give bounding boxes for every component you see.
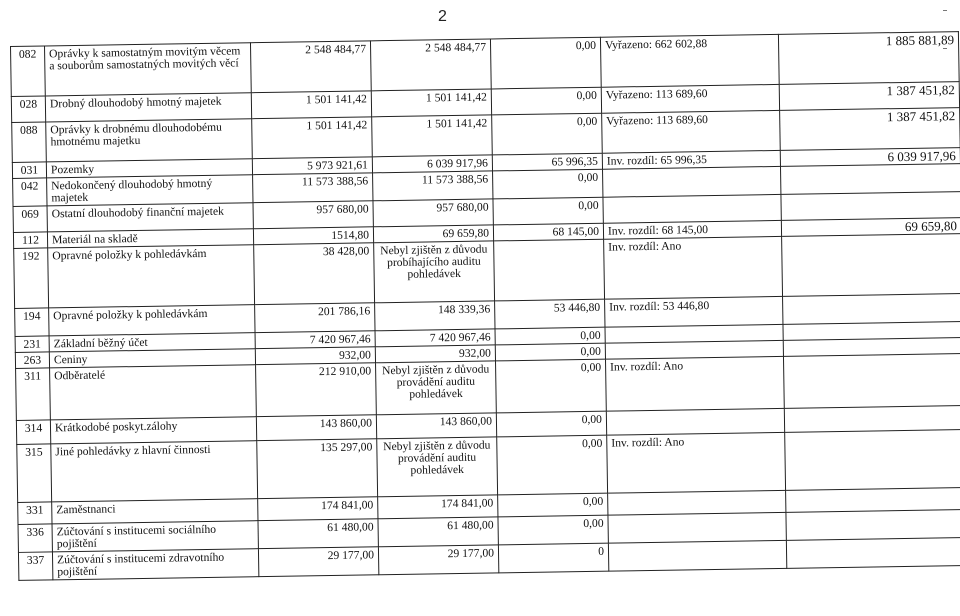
- actual-value: 11 573 388,56: [373, 171, 493, 201]
- book-value: 201 786,16: [255, 303, 375, 333]
- book-value: 1 501 141,42: [252, 117, 373, 159]
- note: [603, 166, 781, 197]
- book-value: 135 297,00: [257, 439, 378, 499]
- book-value: 11 573 388,56: [253, 173, 373, 203]
- final-value: [785, 430, 960, 491]
- account-number: 088: [12, 122, 47, 163]
- book-value: 5 973 921,61: [252, 157, 372, 175]
- difference-value: 0,00: [493, 197, 603, 225]
- final-value: [783, 354, 960, 409]
- note: Inv. rozdíl: Ano: [607, 432, 786, 493]
- account-number: 311: [16, 368, 51, 421]
- account-name: Zúčtování s institucemi sociálního pojištění: [52, 521, 258, 552]
- final-value: [783, 294, 960, 325]
- difference-value: 68 145,00: [493, 223, 603, 241]
- account-name: Odběratelé: [50, 365, 257, 420]
- account-number: 028: [11, 96, 45, 123]
- scan-mark: [943, 10, 947, 11]
- account-number: 069: [13, 206, 47, 233]
- note: Inv. rozdíl: Ano: [605, 356, 784, 411]
- final-value: [781, 192, 960, 221]
- account-number: 112: [13, 232, 47, 249]
- account-number: 263: [15, 352, 49, 369]
- final-value: 69 659,80: [781, 218, 960, 237]
- actual-value: 29 177,00: [378, 545, 498, 575]
- account-name: Ceniny: [49, 349, 255, 368]
- final-value: [786, 488, 960, 513]
- account-number: 337: [18, 552, 52, 581]
- difference-value: 0,00: [490, 37, 601, 89]
- account-name: Opravné položky k pohledávkám: [49, 305, 255, 336]
- account-name: Pozemky: [46, 159, 252, 178]
- difference-value: [494, 239, 605, 301]
- final-value: [786, 538, 960, 569]
- difference-value: 0,00: [496, 359, 607, 413]
- account-name: Zaměstnanci: [52, 499, 258, 524]
- difference-value: 0,00: [492, 113, 603, 155]
- book-value: 38 428,00: [254, 243, 375, 305]
- final-value: [782, 234, 960, 297]
- difference-value: 0,00: [498, 493, 608, 517]
- final-value: [780, 164, 960, 195]
- account-name: Oprávky k drobnému dlouhodobému hmotnému majetku: [46, 119, 253, 162]
- account-number: 042: [13, 178, 47, 207]
- actual-value: 932,00: [375, 345, 495, 363]
- account-name: Nedokončený dlouhodobý hmotný majetek: [47, 175, 253, 206]
- account-name: Oprávky k samostatným movitým věcem a souborům samostatných movitých věcí: [45, 43, 252, 96]
- book-value: 143 860,00: [256, 415, 376, 441]
- book-value: 957 680,00: [253, 201, 373, 229]
- account-name: Jiné pohledávky z hlavní činnosti: [51, 441, 258, 502]
- difference-value: 0,00: [495, 343, 605, 361]
- actual-value: 2 548 484,77: [370, 39, 491, 91]
- difference-value: 53 446,80: [495, 299, 605, 329]
- actual-value: 174 841,00: [378, 495, 498, 519]
- final-value: 1 885 881,89: [778, 32, 959, 85]
- account-number: 194: [15, 308, 49, 337]
- account-name: Ostatní dlouhodobý finanční majetek: [47, 203, 253, 232]
- inventory-sheet: [10, 31, 960, 614]
- account-number: 331: [18, 502, 52, 525]
- account-number: 314: [16, 420, 50, 445]
- actual-value: 6 039 917,96: [372, 155, 492, 173]
- note: Inv. rozdíl: 68 145,00: [603, 220, 781, 239]
- book-value: 1514,80: [253, 227, 373, 245]
- difference-value: 0,00: [495, 327, 605, 345]
- account-name: Krátkodobé poskyt.zálohy: [50, 417, 256, 444]
- difference-value: 0,00: [498, 515, 608, 545]
- actual-value: Nebyl zjištěn z důvodu provádění auditu pohledávek: [376, 361, 497, 415]
- book-value: 932,00: [255, 347, 375, 365]
- page-number: 2: [438, 8, 447, 25]
- note: [603, 194, 781, 223]
- difference-value: 0,00: [497, 435, 608, 495]
- account-name: Materiál na skladě: [47, 229, 253, 248]
- account-number: 082: [11, 46, 46, 97]
- note: Inv. rozdíl: 53 446,80: [605, 296, 783, 327]
- final-value: 1 387 451,82: [779, 82, 959, 111]
- final-value: 1 387 451,82: [780, 108, 960, 151]
- actual-value: 61 480,00: [378, 517, 498, 547]
- note: Vyřazeno: 113 689,60: [602, 110, 781, 153]
- final-value: [786, 510, 960, 541]
- book-value: 212 910,00: [256, 363, 377, 417]
- account-number: 231: [15, 336, 49, 353]
- account-number: 315: [17, 444, 52, 503]
- note: Inv. rozdíl: Ano: [604, 236, 783, 299]
- actual-value: Nebyl zjištěn z důvodu provádění auditu pohledávek: [377, 437, 498, 497]
- note: [608, 540, 786, 571]
- note: Inv. rozdíl: 65 996,35: [602, 150, 780, 169]
- book-value: 7 420 967,46: [255, 331, 375, 349]
- account-number: 336: [18, 524, 52, 553]
- final-value: 6 039 917,96: [780, 148, 960, 167]
- inventory-table: [10, 31, 960, 581]
- book-value: 2 548 484,77: [250, 41, 371, 93]
- note: Vyřazeno: 113 689,60: [601, 84, 779, 113]
- actual-value: 1 501 141,42: [372, 115, 493, 157]
- difference-value: 0: [498, 543, 608, 573]
- actual-value: Nebyl zjištěn z důvodu probíhajícího auditu pohledávek: [374, 241, 495, 303]
- book-value: 1 501 141,42: [251, 91, 371, 119]
- actual-value: 1 501 141,42: [371, 89, 491, 117]
- difference-value: 0,00: [493, 169, 603, 199]
- actual-value: 148 339,36: [375, 301, 495, 331]
- actual-value: 957 680,00: [373, 199, 493, 227]
- book-value: 174 841,00: [258, 497, 378, 521]
- account-name: Drobný dlouhodobý hmotný majetek: [45, 93, 251, 122]
- difference-value: 65 996,35: [492, 153, 602, 171]
- account-name: Zúčtování s institucemi zdravotního pojištění: [52, 549, 258, 580]
- account-number: 031: [12, 162, 46, 179]
- actual-value: 7 420 967,46: [375, 329, 495, 347]
- note: [608, 490, 786, 515]
- actual-value: 69 659,80: [373, 225, 493, 243]
- difference-value: 0,00: [491, 87, 601, 115]
- book-value: 29 177,00: [258, 547, 378, 577]
- note: [606, 408, 784, 435]
- account-number: 192: [14, 248, 49, 309]
- actual-value: 143 860,00: [376, 413, 496, 439]
- final-value: [784, 406, 960, 433]
- account-name: Opravné položky k pohledávkám: [48, 245, 255, 308]
- note: Vyřazeno: 662 602,88: [600, 34, 779, 87]
- book-value: 61 480,00: [258, 519, 378, 549]
- difference-value: 0,00: [496, 411, 606, 437]
- note: [608, 512, 786, 543]
- account-name: Základní běžný účet: [49, 333, 255, 352]
